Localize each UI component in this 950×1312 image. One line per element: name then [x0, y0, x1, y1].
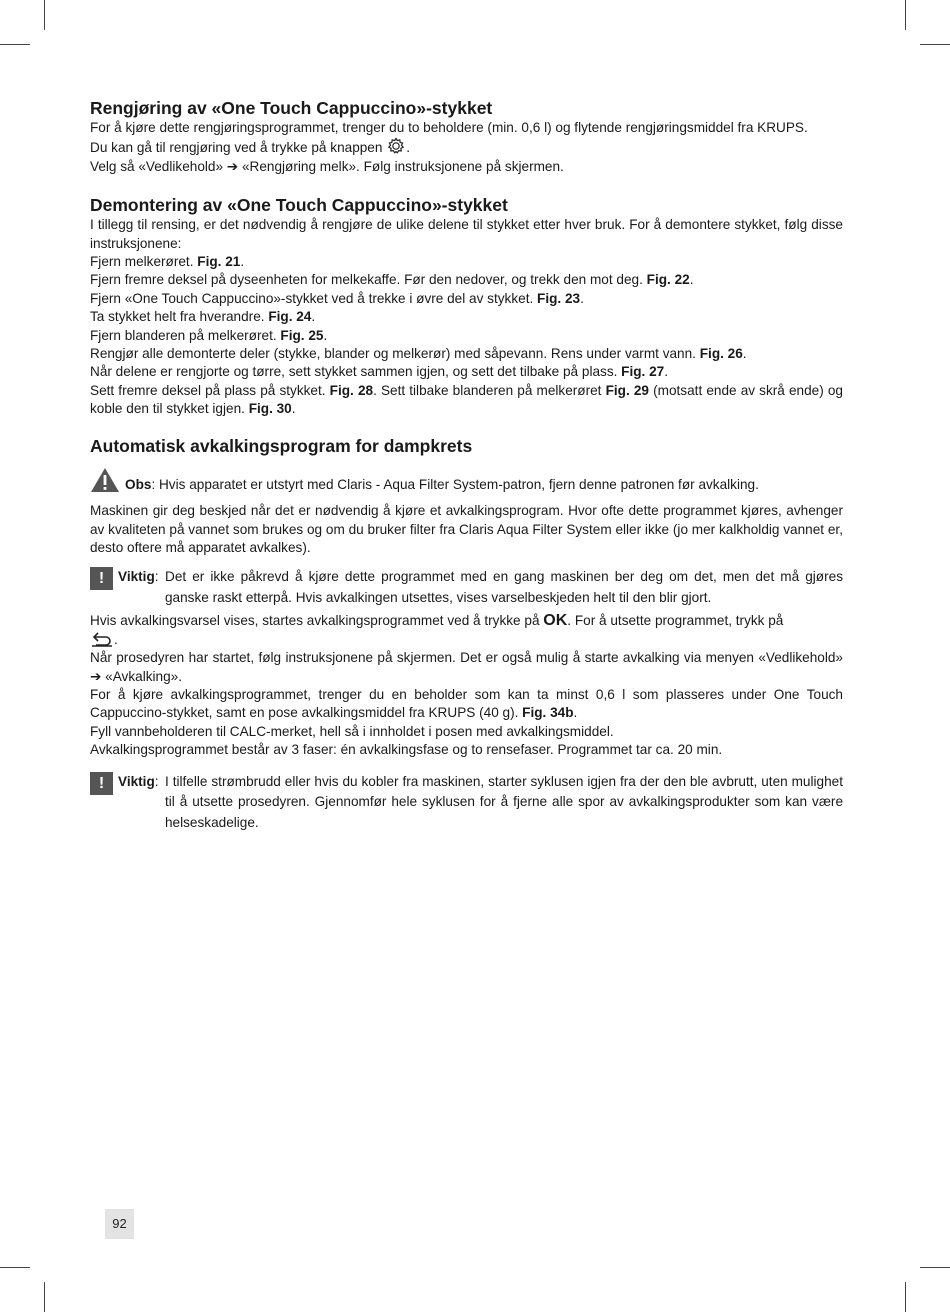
crop-mark: [44, 1282, 45, 1312]
exclamation-icon: !: [90, 567, 113, 590]
crop-mark: [44, 0, 45, 30]
section-title-descaling: Automatisk avkalkingsprogram for dampkrets: [90, 435, 473, 456]
step-line: Fjern fremre deksel på dyseenheten for melkekaffe. Før den nedover, og trekk den mot deg. Fig. 22.: [90, 272, 694, 288]
obs-note: Obs: Hvis apparatet er utstyrt med Claris - Aqua Filter System-patron, fjern denne patronen før avkalking.: [90, 467, 843, 494]
paragraph: I tillegg til rensing, er det nødvendig å rengjøre de ulike delene til stykket etter hver bruk. For å demontere stykket, følg disse instruksjonene:: [90, 217, 843, 251]
important-note: ! Viktig: Det er ikke påkrevd å kjøre dette programmet med en gang maskinen ber deg om det, men det må gjøres ganske raskt etterpå. Hvis avkalkingen utsettes, vises varselbeskjeden helt til den blir gjort.: [90, 567, 843, 608]
paragraph: Maskinen gir deg beskjed når det er nødvendig å kjøre et avkalkingsprogram. Hvor ofte dette programmet kjøres, avhenger av kvaliteten på vannet som brukes og om du bruker filter fra Claris Aqua Filter System eller ikke (jo mer kalkholdig vannet er, desto oftere må apparatet avkalkes).: [90, 503, 843, 555]
important-note: ! Viktig: I tilfelle strømbrudd eller hvis du kobler fra maskinen, starter syklusen igjen fra der den ble avbrutt, uten mulighet til å utsette prosedyren. Gjennomfør hele syklusen for å fjerne alle spor av avkalkingsprodukter som kan være helseskadelige.: [90, 772, 843, 834]
crop-mark: [905, 0, 906, 30]
exclamation-icon: !: [90, 772, 113, 795]
section-title-cleaning: Rengjøring av «One Touch Cappuccino»-stykket: [90, 98, 493, 118]
crop-mark: [920, 44, 950, 45]
step-line: Ta stykket helt fra hverandre. Fig. 24.: [90, 309, 316, 325]
step-line: Når delene er rengjorte og tørre, sett stykket sammen igjen, og sett det tilbake på plass. Fig. 27.: [90, 364, 669, 380]
step-line: Fjern blanderen på melkerøret. Fig. 25.: [90, 327, 328, 343]
important-label: Viktig:: [118, 569, 159, 585]
step-line: Fjern melkerøret. Fig. 21.: [90, 254, 245, 270]
paragraph: Du kan gå til rengjøring ved å trykke på knappen .: [90, 137, 843, 157]
paragraph: Velg så «Vedlikehold» ➔ «Rengjøring melk». Følg instruksjonene på skjermen.: [90, 158, 564, 174]
ok-button-icon: OK: [543, 612, 568, 630]
crop-mark: [0, 44, 30, 45]
crop-mark: [920, 1267, 950, 1268]
paragraph: Fyll vannbeholderen til CALC-merket, hell så i innholdet i posen med avkalkingsmiddel.: [90, 723, 614, 739]
paragraph: Hvis avkalkingsvarsel vises, startes avkalkingsprogrammet ved å trykke på OK. For å utsette programmet, trykk på: [90, 612, 784, 630]
back-arrow-icon: [90, 631, 114, 647]
warning-triangle-icon: [90, 467, 120, 493]
paragraph: Når prosedyren har startet, følg instruksjonene på skjermen. Det er også mulig å starte avkalking via menyen «Vedlikehold» ➔ «Avkalking».: [90, 650, 843, 684]
paragraph: .: [90, 631, 843, 649]
obs-label: Obs: [125, 476, 152, 492]
step-line: Rengjør alle demonterte deler (stykke, blander og melkerør) med såpevann. Rens under varmt vann. Fig. 26.: [90, 346, 747, 362]
paragraph: Avkalkingsprogrammet består av 3 faser: én avkalkingsfase og to rensefaser. Programmet tar ca. 20 min.: [90, 742, 723, 758]
important-label: Viktig:: [118, 773, 159, 789]
paragraph: For å kjøre dette rengjøringsprogrammet, trenger du to beholdere (min. 0,6 l) og flytende rengjøringsmiddel fra KRUPS.: [90, 120, 808, 135]
page-content: [90, 97, 843, 837]
step-line: Sett fremre deksel på plass på stykket. Fig. 28. Sett tilbake blanderen på melkerøret Fig. 29 (motsatt ende av skrå ende) og koble den til stykket igjen. Fig. 30.: [90, 382, 843, 417]
page-number: 92: [105, 1209, 134, 1239]
paragraph: For å kjøre avkalkingsprogrammet, trenger du en beholder som kan ta minst 0,6 l som plasseres under One Touch Cappuccino-stykket, samt en pose avkalkingsmiddel fra KRUPS (40 g). Fig. 34b.: [90, 686, 843, 721]
crop-mark: [0, 1267, 30, 1268]
settings-gear-icon: [386, 137, 406, 155]
section-title-disassembly: Demontering av «One Touch Cappuccino»-stykket: [90, 195, 508, 216]
step-line: Fjern «One Touch Cappuccino»-stykket ved å trekke i øvre del av stykket. Fig. 23.: [90, 290, 584, 306]
crop-mark: [905, 1282, 906, 1312]
